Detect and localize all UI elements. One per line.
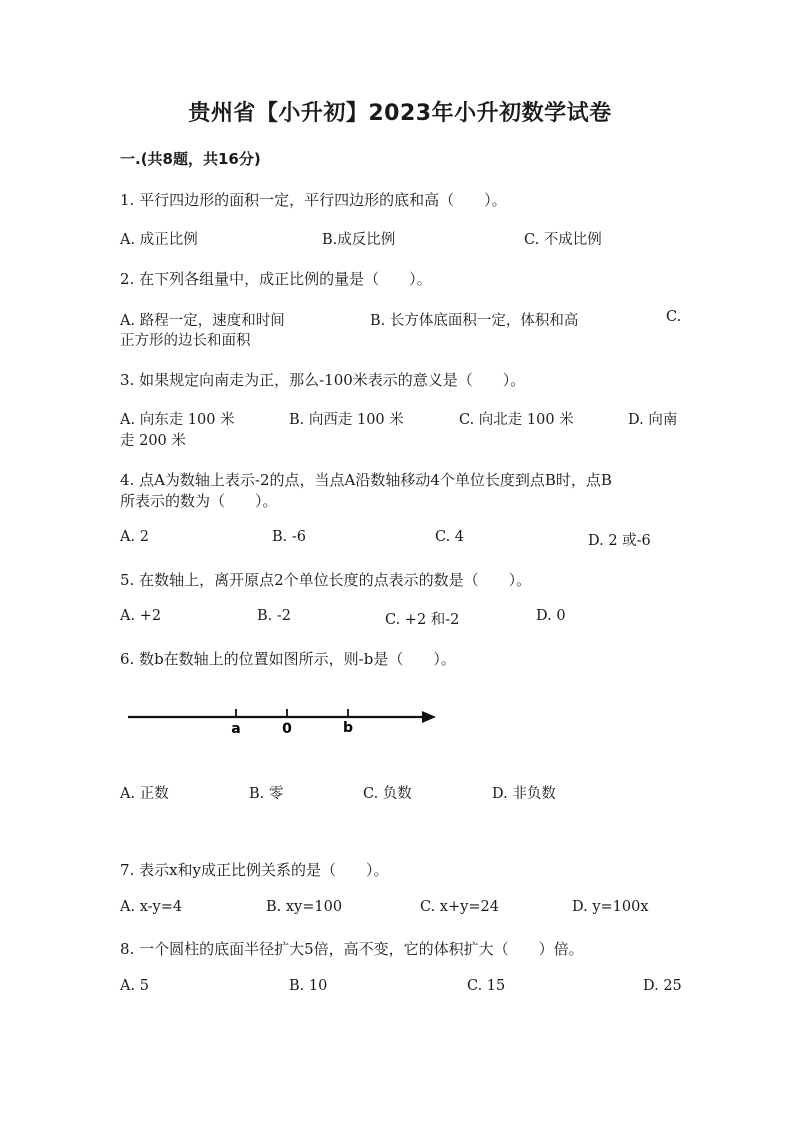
q8-option-d: D. 25 (643, 978, 682, 994)
q2-option-c: C. (666, 309, 682, 325)
q7-option-b: B. xy=100 (266, 899, 343, 915)
q5-option-c: C. +2 和-2 (385, 612, 460, 628)
q6-option-c: C. 负数 (363, 786, 412, 802)
q1-option-c: C. 不成比例 (524, 232, 602, 248)
page-title: 贵州省【小升初】2023年小升初数学试卷 (188, 101, 612, 126)
q6-option-d: D. 非负数 (492, 786, 556, 802)
section-heading: 一.(共8题，共16分) (120, 150, 261, 168)
question-2-stem: 2. 在下列各组量中，成正比例的量是（ ）。 (120, 270, 432, 288)
question-5-stem: 5. 在数轴上，离开原点2个单位长度的点表示的数是（ ）。 (120, 571, 532, 589)
question-1-stem: 1. 平行四边形的面积一定，平行四边形的底和高（ ）。 (120, 191, 507, 209)
q6-option-b: B. 零 (249, 786, 284, 802)
question-7-stem: 7. 表示x和y成正比例关系的是（ ）。 (120, 861, 389, 879)
q2-option-c-text: 正方形的边长和面积 (120, 333, 251, 349)
q8-option-b: B. 10 (289, 978, 328, 994)
q2-option-a: A. 路程一定，速度和时间 (120, 313, 285, 329)
q5-option-a: A. +2 (120, 608, 162, 624)
q3-option-b: B. 向西走 100 米 (289, 412, 404, 428)
label-b: b (342, 720, 354, 736)
q8-option-a: A. 5 (120, 978, 149, 994)
q4-option-d: D. 2 或-6 (588, 533, 651, 549)
q4-option-a: A. 2 (120, 529, 149, 545)
q3-option-a: A. 向东走 100 米 (120, 412, 235, 428)
question-4-stem: 4. 点A为数轴上表示-2的点，当点A沿数轴移动4个单位长度到点B时，点B (120, 471, 612, 489)
question-4-stem-line2: 所表示的数为（ ）。 (120, 492, 278, 510)
q7-option-a: A. x-y=4 (120, 899, 183, 915)
q4-option-b: B. -6 (272, 529, 306, 545)
q3-option-d-text: 走 200 米 (120, 433, 186, 449)
q7-option-c: C. x+y=24 (420, 899, 499, 915)
q4-option-c: C. 4 (435, 529, 465, 545)
question-8-stem: 8. 一个圆柱的底面半径扩大5倍，高不变，它的体积扩大（ ）倍。 (120, 940, 584, 958)
q5-option-b: B. -2 (257, 608, 291, 624)
question-6-stem: 6. 数b在数轴上的位置如图所示，则-b是（ ）。 (120, 650, 456, 668)
q1-option-b: B.成反比例 (322, 232, 396, 248)
q3-option-c: C. 向北走 100 米 (459, 412, 574, 428)
q8-option-c: C. 15 (467, 978, 506, 994)
q6-option-a: A. 正数 (120, 786, 169, 802)
q7-option-d: D. y=100x (572, 899, 649, 915)
q3-option-d: D. 向南 (628, 412, 678, 428)
label-a: a (231, 721, 241, 737)
question-3-stem: 3. 如果规定向南走为正，那么-100米表示的意义是（ ）。 (120, 371, 526, 389)
q5-option-d: D. 0 (536, 608, 566, 624)
number-line-figure (120, 700, 450, 744)
label-0: 0 (282, 721, 292, 737)
q1-option-a: A. 成正比例 (120, 232, 198, 248)
number-line-arrow (422, 711, 436, 723)
q2-option-b: B. 长方体底面积一定，体积和高 (370, 313, 579, 329)
